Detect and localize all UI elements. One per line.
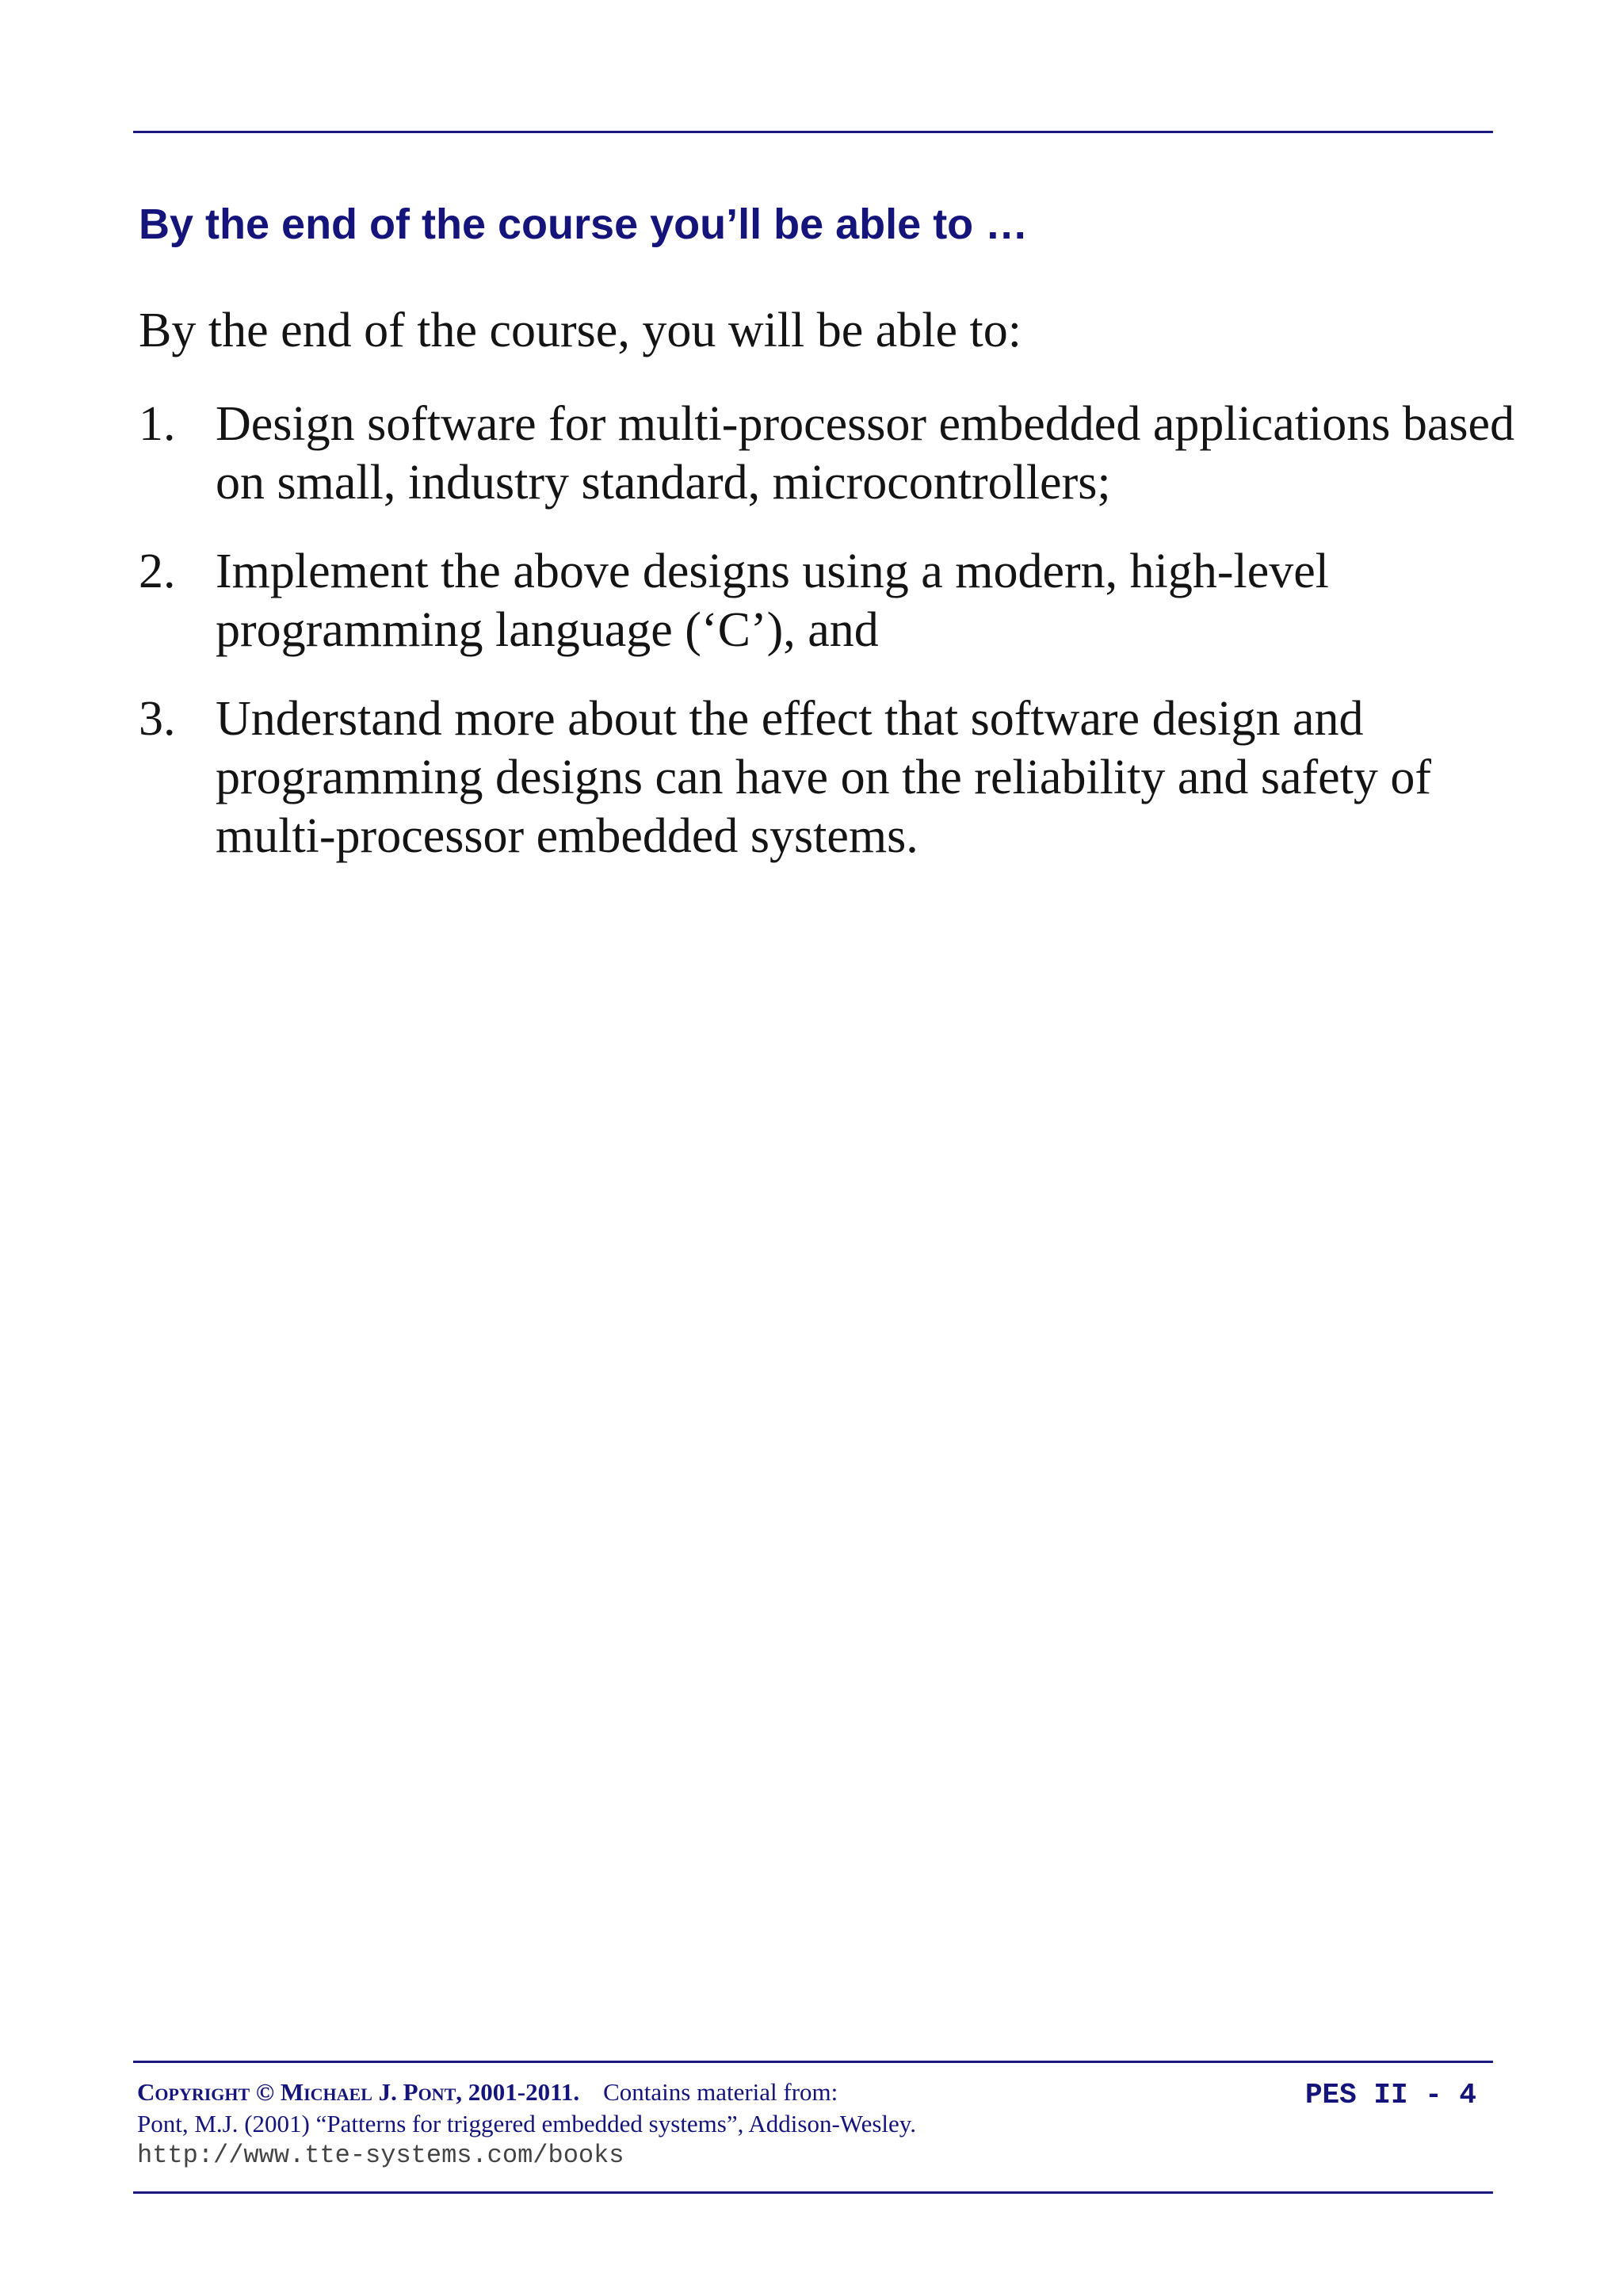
list-item-number: 3.: [139, 692, 176, 746]
list-item: [139, 542, 1531, 659]
footer-credits: [137, 2076, 916, 2172]
top-divider: [133, 131, 1493, 133]
contains-material-label: Contains material from:: [603, 2078, 838, 2106]
books-url[interactable]: http://www.tte-systems.com/books: [137, 2141, 624, 2170]
list-item-text: Understand more about the effect that software design and programming designs can have on the reliability and safety of multi-processor embedded systems.: [216, 692, 1432, 863]
list-item-text: Design software for multi-processor embedded applications based on small, industry standard, microcontrollers;: [216, 397, 1515, 510]
list-item: [139, 395, 1531, 512]
citation-line: Pont, M.J. (2001) “Patterns for triggered embedded systems”, Addison-Wesley.: [137, 2110, 917, 2137]
objectives-list: [139, 395, 1531, 896]
copyright-line: [137, 2076, 916, 2108]
list-item-number: 1.: [139, 397, 176, 451]
footer-top-divider: [133, 2061, 1493, 2063]
intro-text: By the end of the course, you will be able to:: [139, 304, 1022, 357]
page-identifier: PES II - 4: [1304, 2079, 1476, 2111]
slide-heading: By the end of the course you’ll be able to …: [139, 201, 1029, 248]
list-item: [139, 690, 1531, 865]
list-item-text: Implement the above designs using a modern, high-level programming language (‘C’), and: [216, 544, 1329, 657]
footer-bottom-divider: [133, 2191, 1493, 2194]
list-item-number: 2.: [139, 544, 176, 598]
copyright-notice: Copyright © Michael J. Pont, 2001-2011.: [137, 2078, 580, 2106]
